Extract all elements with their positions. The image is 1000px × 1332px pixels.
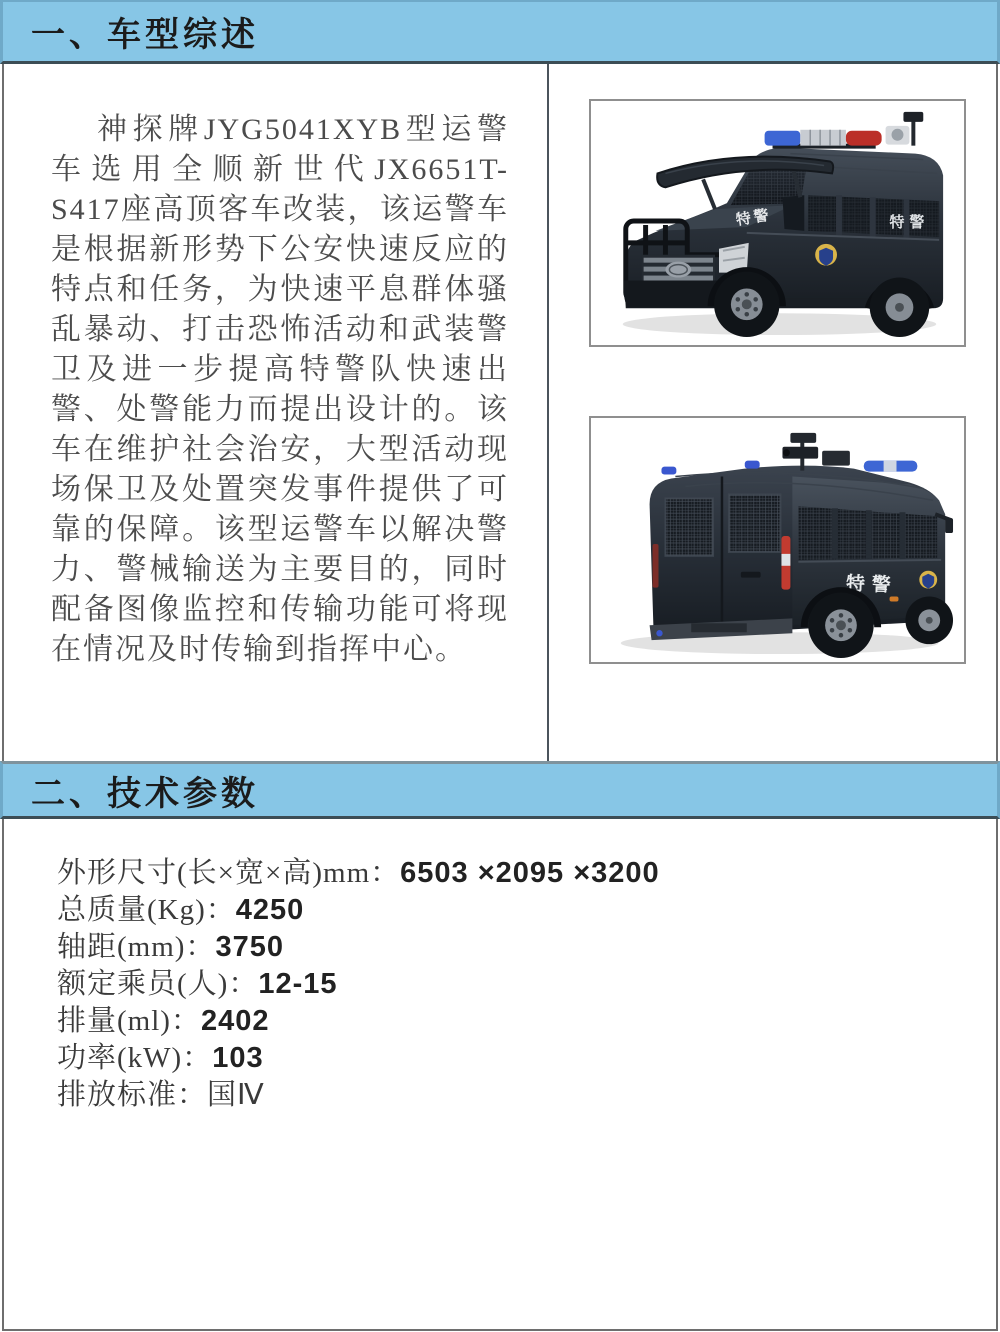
police-van-rear-illustration — [595, 421, 960, 659]
spec-label: 总质量(Kg)： — [57, 894, 236, 926]
spec-label: 外形尺寸(长×宽×高)mm： — [57, 857, 401, 889]
specs-content-box — [2, 819, 998, 1331]
photo-frame-front-view — [589, 99, 966, 347]
spec-row-dimensions — [57, 855, 996, 892]
spec-row-displacement — [57, 1003, 996, 1040]
police-badge-icon — [815, 244, 837, 266]
overview-content-box — [2, 64, 998, 761]
spec-value: 103 — [212, 1042, 264, 1074]
overview-text-column — [4, 64, 549, 761]
spec-row-seating — [57, 966, 996, 1003]
section-title-specs: 二、技术参数 — [31, 774, 259, 813]
police-badge-icon — [919, 571, 937, 589]
spec-label: 轴距(mm)： — [57, 931, 216, 963]
front-wheel-icon — [905, 597, 953, 645]
marking-side: 特警 — [845, 572, 899, 596]
spec-value: 12-15 — [258, 968, 338, 1000]
spec-value: 6503 ×2095 ×3200 — [400, 857, 660, 889]
roof-beacon — [745, 461, 760, 469]
spec-value: 3750 — [215, 931, 284, 963]
roof-lightbar-icon — [864, 461, 918, 472]
spec-label: 额定乘员(人)： — [57, 968, 259, 1000]
photo-frame-rear-view — [589, 416, 966, 664]
spec-row-wheelbase — [57, 929, 996, 966]
lightbar-icon — [765, 112, 924, 149]
spec-label: 排量(ml)： — [57, 1005, 201, 1037]
overview-photo-column — [549, 64, 996, 761]
spec-row-power — [57, 1040, 996, 1077]
spec-row-emission — [57, 1077, 996, 1114]
section-title-overview: 一、车型综述 — [31, 16, 259, 54]
spec-value: 4250 — [235, 894, 305, 926]
roof-camera-mast — [782, 433, 849, 471]
roof-beacon — [661, 467, 676, 475]
spec-value: 国Ⅳ — [207, 1079, 265, 1111]
spec-label: 排放标准： — [57, 1079, 208, 1111]
spec-row-gross-weight — [57, 892, 996, 929]
spec-label: 功率(kW)： — [57, 1042, 213, 1074]
section-header-overview — [0, 0, 1000, 64]
section-header-specs — [0, 761, 1000, 819]
police-van-front-illustration — [595, 104, 960, 342]
marking-hood: 特警 — [734, 207, 773, 229]
overview-paragraph: 神探牌JYG5041XYB型运警车选用全顺新世代JX6651T-S417座高顶客车改装，该运警车是根据新形势下公安快速反应的特点和任务，为快速平息群体骚乱暴动、打击恐怖活动和武装警卫及进一步提高特警队快速出警、处警能力而提出设计的。该车在维护社会治安，大型活动现场保卫及处置突发事件提供了可靠的保障。该型运警车以解决警力、警械输送为主要目的，同时配备图像监控和传输功能可将现在情况及时传输到指挥中心。 — [51, 113, 509, 666]
spec-value: 2402 — [200, 1005, 270, 1037]
marking-side: 特警 — [889, 214, 930, 231]
